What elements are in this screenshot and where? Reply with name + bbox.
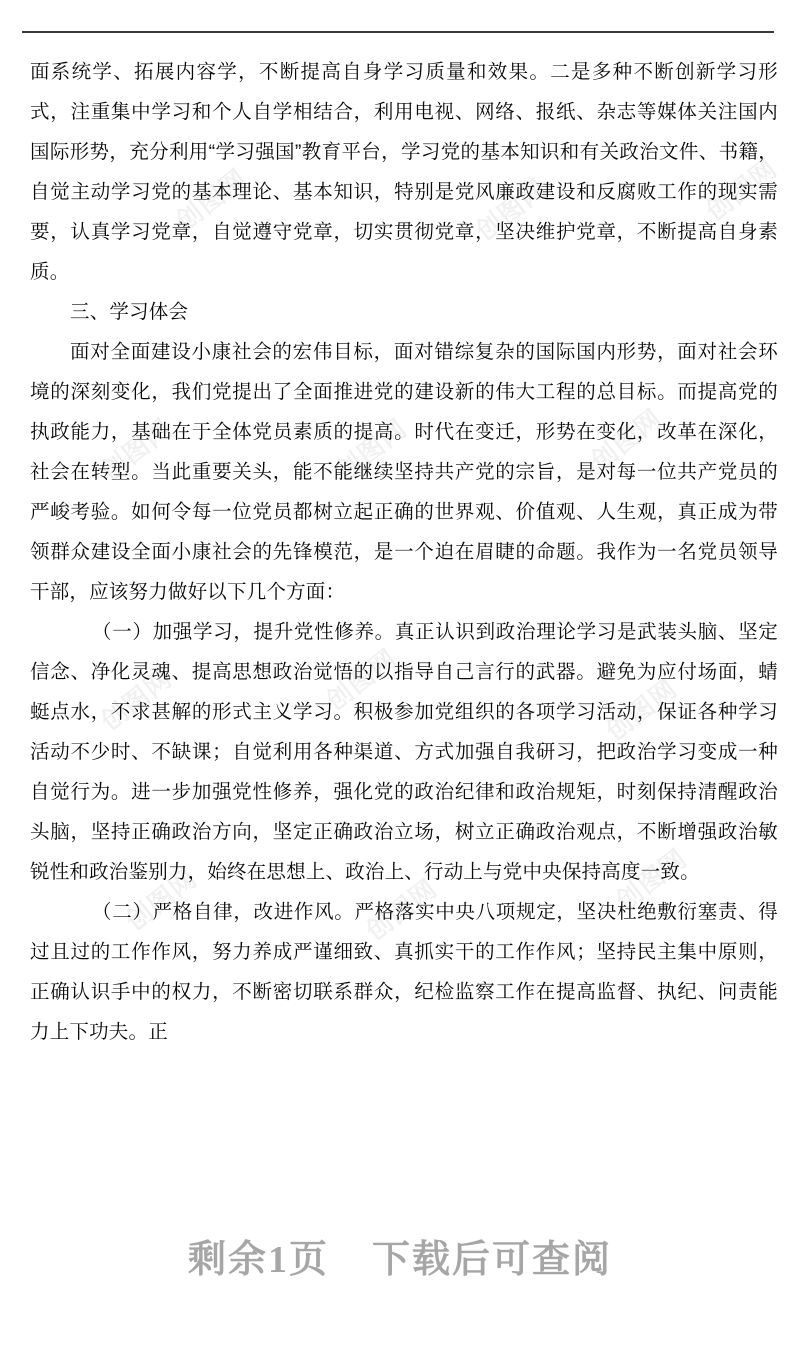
watermark-text: 创图网 <box>610 842 693 917</box>
watermark-text: 创图网 <box>170 162 253 237</box>
remaining-pages-label: 剩余1页 <box>188 1239 330 1281</box>
watermark-text: 创图网 <box>320 642 403 717</box>
download-promo-banner <box>0 1228 800 1283</box>
document-text-body <box>30 52 778 1052</box>
download-hint-label[interactable]: 下载后可查阅 <box>371 1239 612 1281</box>
watermark-text: 创图网 <box>360 872 443 947</box>
watermark-text: 创图网 <box>585 402 668 477</box>
paragraph: 面系统学、拓展内容学，不断提高自身学习质量和效果。二是多种不断创新学习形式，注重集中学习和个人自学相结合，利用电视、网络、报纸、杂志等媒体关注国内国际形势，充分利用“学习强国”教育平台，学习党的基本知识和有关政治文件、书籍，自觉主动学习党的基本理论、基本知识，特别是党风廉政建设和反腐败工作的现实需要，认真学习党章，自觉遵守党章，切实贯彻党章，坚决维护党章，不断提高自身素质。 <box>30 61 778 283</box>
paragraph: （二）严格自律，改进作风。严格落实中央八项规定，坚决杜绝敷衍塞责、得过且过的工作作风，努力养成严谨细致、真抓实干的工作作风；坚持民主集中原则，正确认识手中的权力，不断密切联系群众，纪检监察工作在提高监督、执纪、问责能力上下功夫。正 <box>30 901 778 1043</box>
watermark-text: 创图网 <box>600 672 683 747</box>
watermark-text: 创图网 <box>120 862 203 937</box>
watermark-text: 创图网 <box>95 412 178 487</box>
watermark-text: 创图网 <box>95 662 178 737</box>
watermark-text: 创图网 <box>330 412 413 487</box>
section-heading: 三、学习体会 <box>70 301 189 323</box>
watermark-text: 创图网 <box>470 172 553 247</box>
paragraph: （一）加强学习，提升党性修养。真正认识到政治理论学习是武装头脑、坚定信念、净化灵魂、提高思想政治觉悟的以指导自己言行的武器。避免为应付场面，蜻蜓点水，不求甚解的形式主义学习。积极参加党组织的各项学习活动，保证各种学习活动不少时、不缺课；自觉利用各种渠道、方式加强自我研习，把政治学习变成一种自觉行为。进一步加强党性修养，强化党的政治纪律和政治规矩，时刻保持清醒政治头脑，坚持正确政治方向，坚定正确政治立场，树立正确政治观点，不断增强政治敏锐性和政治鉴别力，始终在思想上、政治上、行动上与党中央保持高度一致。 <box>30 621 778 883</box>
paragraph: 面对全面建设小康社会的宏伟目标，面对错综复杂的国际国内形势，面对社会环境的深刻变化，我们党提出了全面推进党的建设新的伟大工程的总目标。而提高党的执政能力，基础在于全体党员素质的提高。时代在变迁，形势在变化，改革在深化，社会在转型。当此重要关头，能不能继续坚持共产党的宗旨，是对每一位共产党员的严峻考验。如何令每一位党员都树立起正确的世界观、价值观、人生观，真正成为带领群众建设全面小康社会的先锋模范，是一个迫在眉睫的命题。我作为一名党员领导干部，应该努力做好以下几个方面： <box>30 341 778 603</box>
top-horizontal-rule <box>22 31 774 33</box>
watermark-text: 创图网 <box>700 152 783 227</box>
